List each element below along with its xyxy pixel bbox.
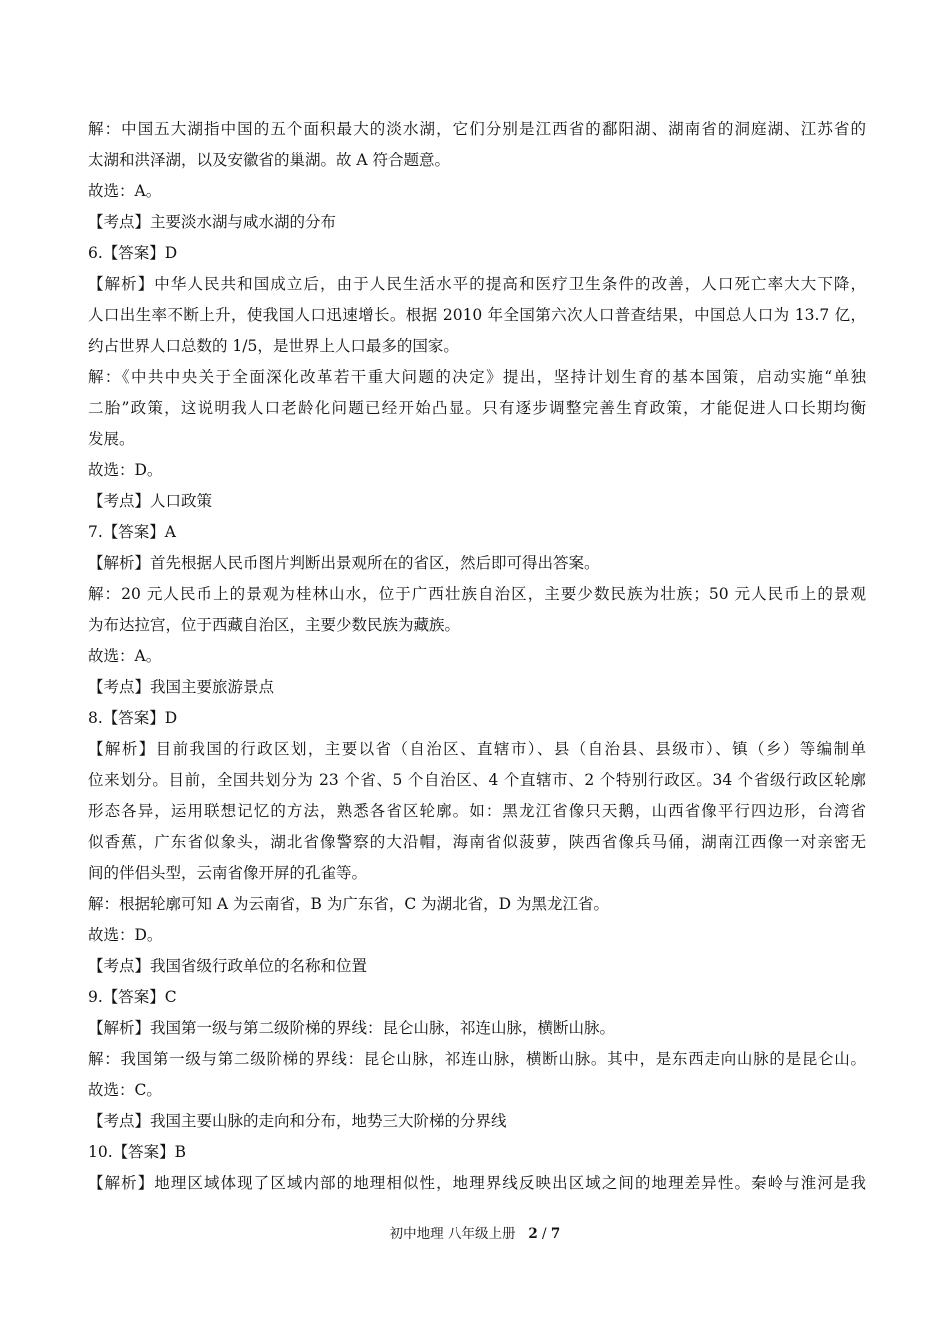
- text-line: 【解析】中华人民共和国成立后，由于人民生活水平的提高和医疗卫生条件的改善，人口死亡率大大下降，: [88, 275, 866, 293]
- text-line: 【解析】目前我国的行政区划，主要以省（自治区、直辖市）、县（自治县、县级市）、镇（乡）等编制单: [88, 740, 866, 758]
- text-line: 故选：D。: [88, 461, 163, 479]
- text-line: 故选：A。: [88, 647, 162, 665]
- text-line: 故选：D。: [88, 926, 163, 944]
- text-line: 6.【答案】D: [88, 244, 178, 262]
- text-line: 位来划分。目前，全国共划分为 23 个省、5 个自治区、4 个直辖市、2 个特别行政区。34 个省级行政区轮廓: [88, 771, 866, 789]
- footer-course: 初中地理 八年级上册: [389, 1226, 516, 1242]
- text-line: 【解析】地理区域体现了区域内部的地理相似性，地理界线反映出区域之间的地理差异性。秦岭与淮河是我: [88, 1174, 866, 1192]
- text-line: 解：我国第一级与第二级阶梯的界线：昆仑山脉，祁连山脉，横断山脉。其中，是东西走向山脉的是昆仑山。: [88, 1050, 866, 1068]
- text-line: 发展。: [88, 430, 135, 448]
- text-line: 太湖和洪泽湖，以及安徽省的巢湖。故 A 符合题意。: [88, 151, 451, 169]
- text-line: 二胎”政策，这说明我人口老龄化问题已经开始凸显。只有逐步调整完善生育政策，才能促进人口长期均衡: [88, 399, 866, 417]
- text-line: 形态各异，运用联想记忆的方法，熟悉各省区轮廓。如：黑龙江省像只天鹅，山西省像平行四边形，台湾省: [88, 802, 866, 820]
- text-line: 解：20 元人民币上的景观为桂林山水，位于广西壮族自治区，主要少数民族为壮族；50 元人民币上的景观: [88, 585, 866, 603]
- text-line: 8.【答案】D: [88, 709, 178, 727]
- text-line: 7.【答案】A: [88, 523, 176, 541]
- page-footer: [0, 1224, 950, 1244]
- text-line: 似香蕉，广东省似象头，湖北省像警察的大沿帽，海南省似菠萝，陕西省像兵马俑，湖南江西像一对亲密无: [88, 833, 866, 851]
- footer-separator: /: [537, 1226, 551, 1242]
- text-line: 解：根据轮廓可知 A 为云南省，B 为广东省，C 为湖北省，D 为黑龙江省。: [88, 895, 610, 913]
- text-line: 【考点】我国主要旅游景点: [88, 678, 275, 696]
- page-body: [88, 114, 866, 1199]
- text-line: 故选：A。: [88, 182, 162, 200]
- text-line: 约占世界人口总数的 1/5，是世界上人口最多的国家。: [88, 337, 459, 355]
- text-line: 9.【答案】C: [88, 988, 177, 1006]
- text-line: 【考点】我国省级行政单位的名称和位置: [88, 957, 368, 975]
- text-line: 间的伴侣头型，云南省像开屏的孔雀等。: [88, 864, 368, 882]
- text-line: 【考点】主要淡水湖与咸水湖的分布: [88, 213, 337, 231]
- text-line: 为布达拉宫，位于西藏自治区，主要少数民族为藏族。: [88, 616, 461, 634]
- text-line: 解：中国五大湖指中国的五个面积最大的淡水湖，它们分别是江西省的鄱阳湖、湖南省的洞庭湖、江苏省的: [88, 120, 866, 138]
- text-line: 【考点】我国主要山脉的走向和分布，地势三大阶梯的分界线: [88, 1112, 507, 1130]
- text-line: 解：《中共中央关于全面深化改革若干重大问题的决定》提出，坚持计划生育的基本国策，启动实施“单独: [88, 368, 866, 386]
- text-line: 故选：C。: [88, 1081, 162, 1099]
- text-line: 人口出生率不断上升，使我国人口迅速增长。根据 2010 年全国第六次人口普查结果，中国总人口为 13.7 亿，: [88, 306, 866, 324]
- text-line: 【考点】人口政策: [88, 492, 213, 510]
- footer-page-number: 2: [528, 1226, 538, 1242]
- footer-page-total: 7: [550, 1226, 561, 1242]
- text-line: 【解析】首先根据人民币图片判断出景观所在的省区，然后即可得出答案。: [88, 554, 600, 572]
- text-line: 【解析】我国第一级与第二级阶梯的界线：昆仑山脉，祁连山脉，横断山脉。: [88, 1019, 616, 1037]
- text-line: 10.【答案】B: [88, 1143, 187, 1161]
